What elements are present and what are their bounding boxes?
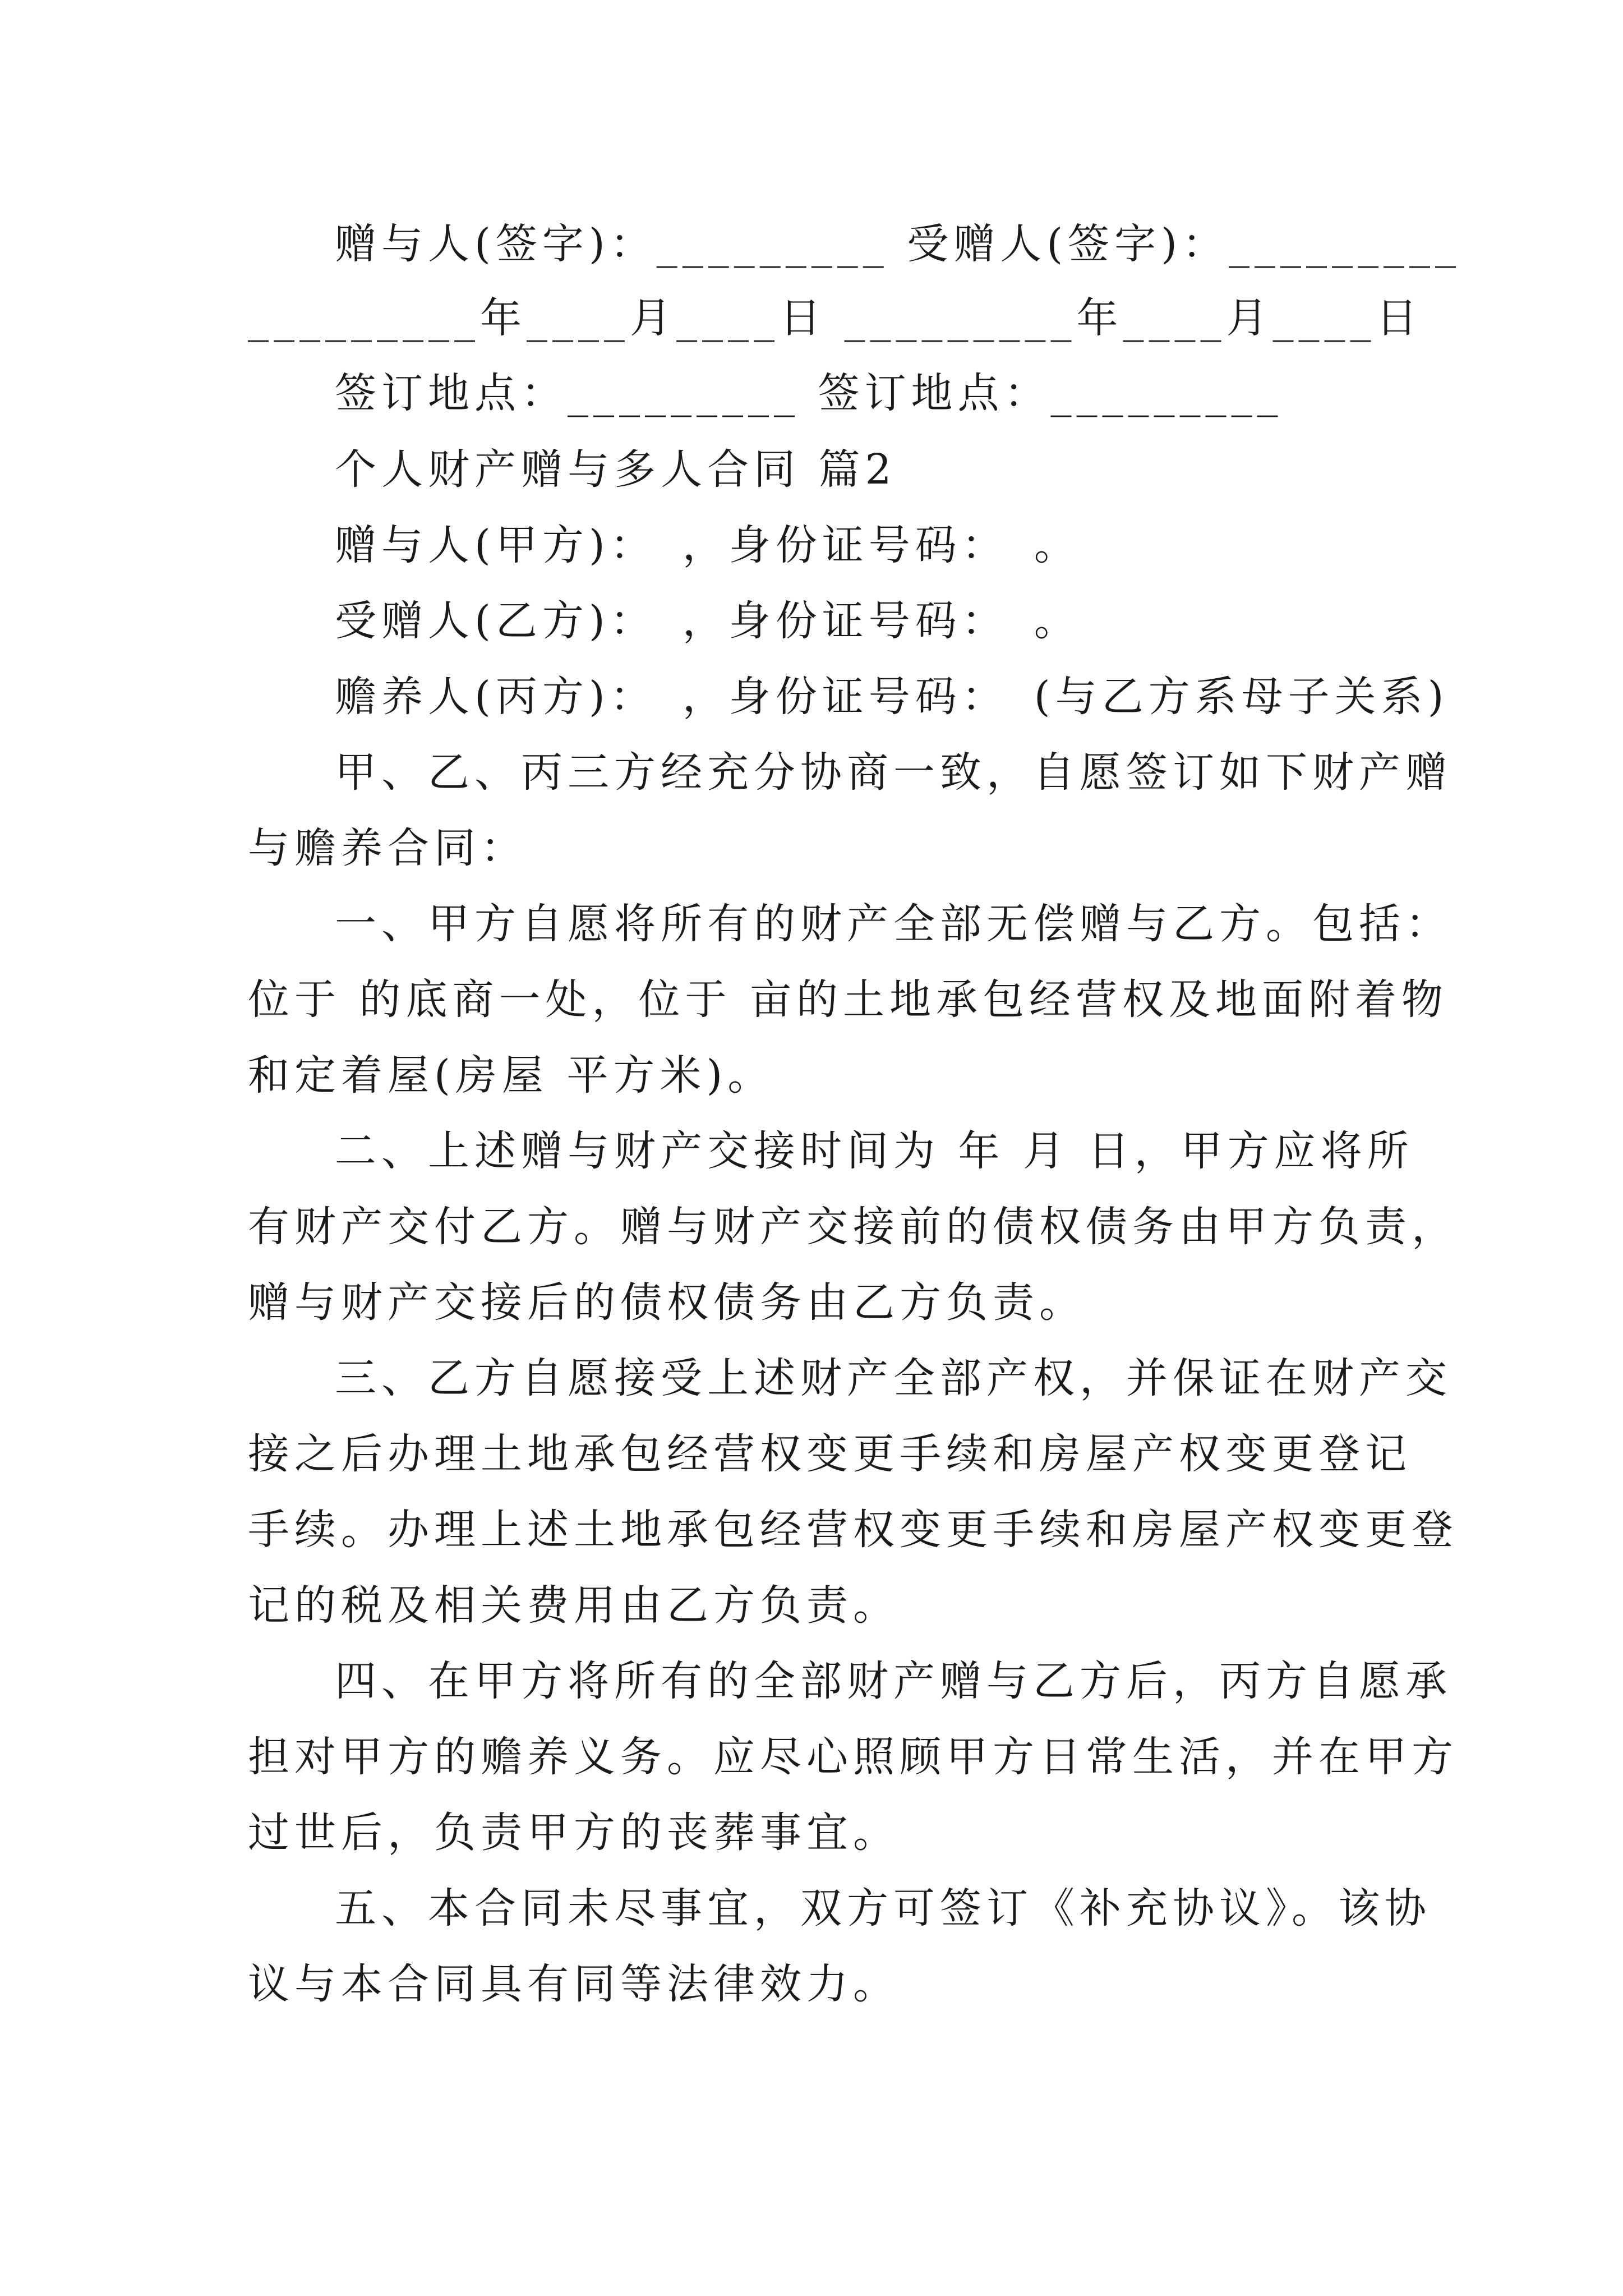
clause-2-line: 有财产交付乙方。赠与财产交接前的债权债务由甲方负责， (248, 1203, 1458, 1251)
clause-2-line: 二、上述赠与财产交接时间为 年 月 日，甲方应将所 (335, 1127, 1414, 1175)
clause-2-line: 赠与财产交接后的债权债务由乙方负责。 (248, 1278, 1086, 1327)
signature-line: 赠与人(签字)：_________ 受赠人(签字)：_________ (335, 220, 1461, 268)
donee-party: 受赠人(乙方)： ，身份证号码： 。 (335, 597, 1081, 645)
clause-3-line: 三、乙方自愿接受上述财产全部产权，并保证在财产交 (335, 1354, 1452, 1402)
intro-line: 与赡养合同： (248, 824, 527, 872)
clause-3-line: 记的税及相关费用由乙方负责。 (248, 1581, 900, 1630)
signing-place-line: 签订地点：_________ 签订地点：_________ (335, 369, 1283, 417)
supporter-party: 赡养人(丙方)： ，身份证号码： (与乙方系母子关系) (335, 673, 1449, 721)
clause-4-line: 过世后，负责甲方的丧葬事宜。 (248, 1809, 900, 1857)
date-line: _________年____月____日 _________年____月____日 (248, 294, 1423, 342)
clause-5-line: 五、本合同未尽事宜，双方可签订《补充协议》。该协 (335, 1884, 1431, 1932)
clause-4-line: 四、在甲方将所有的全部财产赠与乙方后，丙方自愿承 (335, 1657, 1452, 1705)
clause-1-line: 位于 的底商一处，位于 亩的土地承包经营权及地面附着物 (248, 976, 1449, 1024)
clause-1-line: 一、甲方自愿将所有的财产全部无偿赠与乙方。包括： (335, 900, 1452, 948)
donor-party: 赠与人(甲方)： ，身份证号码： 。 (335, 521, 1081, 569)
clause-3-line: 接之后办理土地承包经营权变更手续和房屋产权变更登记 (248, 1430, 1412, 1478)
clause-1-line: 和定着屋(房屋 平方米)。 (248, 1051, 774, 1099)
clause-4-line: 担对甲方的赡养义务。应尽心照顾甲方日常生活，并在甲方 (248, 1733, 1458, 1781)
intro-line: 甲、乙、丙三方经充分协商一致，自愿签订如下财产赠 (335, 748, 1452, 797)
section-heading: 个人财产赠与多人合同 篇2 (335, 445, 897, 494)
clause-3-line: 手续。办理上述土地承包经营权变更手续和房屋产权变更登 (248, 1506, 1458, 1554)
clause-5-line: 议与本合同具有同等法律效力。 (248, 1960, 900, 2008)
